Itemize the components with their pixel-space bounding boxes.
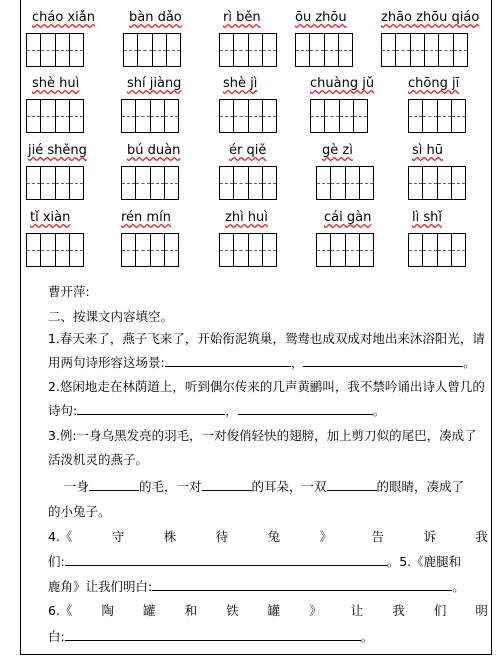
grid-cell[interactable] <box>437 167 451 199</box>
q6-char: 和 <box>184 603 198 618</box>
q1-blank-2[interactable] <box>303 352 463 367</box>
pinyin-label: jié shěng <box>28 143 87 158</box>
q4-blank[interactable] <box>65 551 387 566</box>
q6-char: 罐 <box>267 603 281 618</box>
grid-cell[interactable] <box>422 167 436 199</box>
q4-line2 <box>48 549 461 574</box>
grid-cell[interactable] <box>409 167 422 199</box>
pinyin-label: tǐ xiàn <box>30 210 71 225</box>
writing-grid[interactable] <box>219 99 277 133</box>
q1-line2 <box>48 350 476 375</box>
writing-grid[interactable] <box>121 166 179 200</box>
q6-line1 <box>48 598 488 623</box>
q6-char: 让 <box>350 603 364 618</box>
q3-blank-2[interactable] <box>202 476 252 491</box>
grid-cell[interactable] <box>317 167 330 199</box>
grid-cell[interactable] <box>27 100 40 132</box>
q6-blank[interactable] <box>65 626 361 641</box>
q4-char: 告 <box>371 529 385 544</box>
grid-cell[interactable] <box>166 34 180 66</box>
q6-char: 我 <box>392 603 405 618</box>
grid-cell[interactable] <box>317 234 330 266</box>
pinyin-label: rén mín <box>121 210 171 225</box>
pinyin-label: rì běn <box>223 10 261 25</box>
grid-cell[interactable] <box>233 167 247 199</box>
pinyin-label: gè zì <box>322 143 353 158</box>
grid-cell[interactable] <box>451 167 465 199</box>
pinyin-label: shí jiàng <box>127 76 182 91</box>
grid-cell[interactable] <box>438 34 452 66</box>
grid-cell[interactable] <box>359 234 373 266</box>
grid-cell[interactable] <box>40 34 54 66</box>
grid-cell[interactable] <box>135 100 149 132</box>
q6-char: 明 <box>475 603 488 618</box>
grid-cell[interactable] <box>150 234 164 266</box>
q3-text-4: 的眼睛，凑成了 <box>376 479 465 494</box>
q2-blank-1[interactable] <box>77 400 225 415</box>
q6-prompt: 白: <box>48 629 65 644</box>
grid-cell[interactable] <box>150 167 164 199</box>
grid-cell[interactable] <box>422 234 436 266</box>
grid-cell[interactable] <box>220 34 233 66</box>
pinyin-label: bàn dǎo <box>129 10 182 25</box>
grid-cell[interactable] <box>309 34 323 66</box>
grid-cell[interactable] <box>359 167 373 199</box>
q1-blank-1[interactable] <box>165 352 291 367</box>
writing-grid[interactable] <box>26 166 84 200</box>
q4-line1 <box>48 524 488 549</box>
grid-cell[interactable] <box>69 100 83 132</box>
q6-char: 》 <box>309 603 322 618</box>
q4-tail: 。5.《鹿腿和 <box>386 554 462 569</box>
grid-cell[interactable] <box>339 100 353 132</box>
grid-cell[interactable] <box>124 34 137 66</box>
grid-cell[interactable] <box>220 100 233 132</box>
grid-cell[interactable] <box>69 167 83 199</box>
writing-grid[interactable] <box>295 33 353 67</box>
grid-cell[interactable] <box>40 234 54 266</box>
grid-cell[interactable] <box>233 34 247 66</box>
grid-cell[interactable] <box>122 234 135 266</box>
q6-char: 陶 <box>101 603 114 618</box>
grid-cell[interactable] <box>424 34 438 66</box>
grid-cell[interactable] <box>40 167 54 199</box>
q6-char: 6.《 <box>48 603 73 618</box>
writing-grid[interactable] <box>408 99 466 133</box>
grid-cell[interactable] <box>137 34 151 66</box>
q3-line2: 活泼机灵的燕子。 <box>48 452 149 467</box>
writing-grid[interactable] <box>408 166 466 200</box>
q4-char: 》 <box>319 529 333 544</box>
grid-cell[interactable] <box>324 100 338 132</box>
grid-cell[interactable] <box>69 34 83 66</box>
grid-cell[interactable] <box>262 100 276 132</box>
writing-grid[interactable] <box>219 233 277 267</box>
grid-cell[interactable] <box>233 100 247 132</box>
q6-char: 罐 <box>143 603 156 618</box>
q3-blank-1[interactable] <box>89 476 139 491</box>
q3-line4: 的小兔子。 <box>48 504 111 519</box>
grid-cell[interactable] <box>27 34 40 66</box>
grid-cell[interactable] <box>353 100 367 132</box>
grid-cell[interactable] <box>248 100 262 132</box>
grid-cell[interactable] <box>135 167 149 199</box>
grid-cell[interactable] <box>164 234 178 266</box>
grid-cell[interactable] <box>152 34 166 66</box>
q4-char: 我 <box>475 529 488 544</box>
grid-cell[interactable] <box>27 234 40 266</box>
grid-cell[interactable] <box>451 100 465 132</box>
q2-line2 <box>48 398 385 423</box>
q3-text-2: 的毛，一对 <box>139 479 202 494</box>
q2-line1: 2.悠闲地走在林荫道上，听到偶尔传来的几声黄鹂叫，我不禁吟诵出诗人曾几的 <box>48 379 485 394</box>
q5-period: 。 <box>452 579 465 594</box>
grid-cell[interactable] <box>453 34 467 66</box>
writing-grid[interactable] <box>219 33 277 67</box>
q6-line2 <box>48 624 373 649</box>
q4-char: 4.《 <box>48 529 73 544</box>
grid-cell[interactable] <box>311 100 324 132</box>
grid-cell[interactable] <box>248 167 262 199</box>
pinyin-label: chōng jī <box>408 76 460 91</box>
grid-cell[interactable] <box>122 167 135 199</box>
grid-cell[interactable] <box>55 167 69 199</box>
grid-cell[interactable] <box>395 34 409 66</box>
pinyin-label: zhāo zhōu qiáo <box>381 10 480 25</box>
q2-blank-2[interactable] <box>238 400 373 415</box>
q3-text-3: 的耳朵，一双 <box>251 479 327 494</box>
q4-prompt: 们: <box>48 554 65 569</box>
q5-line <box>48 574 465 599</box>
writing-grid[interactable] <box>121 99 179 133</box>
q3-line1: 3.例:一身乌黑发亮的羽毛，一对俊俏轻快的翅膀，加上剪刀似的尾巴，凑成了 <box>48 428 477 443</box>
grid-cell[interactable] <box>150 100 164 132</box>
grid-cell[interactable] <box>248 34 262 66</box>
grid-cell[interactable] <box>122 100 135 132</box>
grid-cell[interactable] <box>296 34 309 66</box>
grid-cell[interactable] <box>262 167 276 199</box>
q1-prompt: 用两句诗形容这场景: <box>48 355 165 370</box>
grid-cell[interactable] <box>55 100 69 132</box>
grid-cell[interactable] <box>164 167 178 199</box>
pinyin-label: zhì huì <box>225 210 268 225</box>
pinyin-label: ér qiě <box>229 143 267 158</box>
grid-cell[interactable] <box>338 34 352 66</box>
q2-comma: ， <box>225 403 238 418</box>
pinyin-label: chuàng jǔ <box>310 76 375 91</box>
writing-grid[interactable] <box>408 233 466 267</box>
q4-char: 待 <box>215 529 229 544</box>
writing-grid[interactable] <box>381 33 468 67</box>
writing-grid[interactable] <box>123 33 181 67</box>
q4-char: 株 <box>163 529 177 544</box>
grid-cell[interactable] <box>422 100 436 132</box>
worksheet-page <box>20 0 492 655</box>
grid-cell[interactable] <box>135 234 149 266</box>
pinyin-label: ōu zhōu <box>295 10 347 25</box>
pinyin-label: sì hū <box>412 143 443 158</box>
q1-period: 。 <box>463 355 476 370</box>
writing-grid[interactable] <box>26 233 84 267</box>
grid-cell[interactable] <box>330 167 344 199</box>
grid-cell[interactable] <box>248 234 262 266</box>
grid-cell[interactable] <box>55 234 69 266</box>
q5-prompt: 鹿角》让我们明白: <box>48 579 153 594</box>
pinyin-label: shè huì <box>32 76 80 91</box>
grid-cell[interactable] <box>382 34 395 66</box>
grid-cell[interactable] <box>409 100 422 132</box>
writing-grid[interactable] <box>121 233 179 267</box>
q6-period: 。 <box>360 629 374 644</box>
q5-blank[interactable] <box>152 576 452 591</box>
pinyin-label: shè jì <box>223 76 258 91</box>
pinyin-label: lì shǐ <box>412 210 442 225</box>
grid-cell[interactable] <box>262 234 276 266</box>
writing-grid[interactable] <box>26 33 84 67</box>
writing-grid[interactable] <box>316 166 374 200</box>
grid-cell[interactable] <box>324 34 338 66</box>
q2-period: 。 <box>372 403 386 418</box>
writing-grid[interactable] <box>26 99 84 133</box>
q3-line3 <box>64 474 464 499</box>
writing-grid[interactable] <box>310 99 368 133</box>
q6-char: 们 <box>433 603 447 618</box>
q4-char: 兔 <box>267 529 281 544</box>
grid-cell[interactable] <box>437 100 451 132</box>
grid-cell[interactable] <box>40 100 54 132</box>
author-label: 曹开萍: <box>48 284 90 299</box>
grid-cell[interactable] <box>345 167 359 199</box>
q4-char: 诉 <box>423 529 436 544</box>
section-title: 二、按课文内容填空。 <box>48 309 174 324</box>
pinyin-label: bú duàn <box>127 143 181 158</box>
pinyin-label: cái gàn <box>324 210 372 225</box>
grid-cell[interactable] <box>437 234 451 266</box>
grid-cell[interactable] <box>220 167 233 199</box>
grid-cell[interactable] <box>345 234 359 266</box>
grid-cell[interactable] <box>69 234 83 266</box>
q3-text-1: 一身 <box>64 479 90 494</box>
grid-cell[interactable] <box>262 34 276 66</box>
grid-cell[interactable] <box>55 34 69 66</box>
grid-cell[interactable] <box>233 234 247 266</box>
grid-cell[interactable] <box>330 234 344 266</box>
pinyin-label: cháo xiǎn <box>32 10 95 25</box>
grid-cell[interactable] <box>164 100 178 132</box>
grid-cell[interactable] <box>409 234 422 266</box>
grid-cell[interactable] <box>451 234 465 266</box>
q1-comma: ， <box>290 355 304 370</box>
q1-line1: 1.春天来了，燕子飞来了，开始衔泥筑巢，鸳鸯也成双成对地出来沐浴阳光，请 <box>48 331 485 346</box>
q2-prompt: 诗句: <box>48 403 78 418</box>
grid-cell[interactable] <box>27 167 40 199</box>
grid-cell[interactable] <box>410 34 424 66</box>
q6-char: 铁 <box>226 603 239 618</box>
q4-char: 守 <box>111 529 125 544</box>
writing-grid[interactable] <box>316 233 374 267</box>
grid-cell[interactable] <box>220 234 233 266</box>
q3-blank-3[interactable] <box>327 476 377 491</box>
writing-grid[interactable] <box>219 166 277 200</box>
